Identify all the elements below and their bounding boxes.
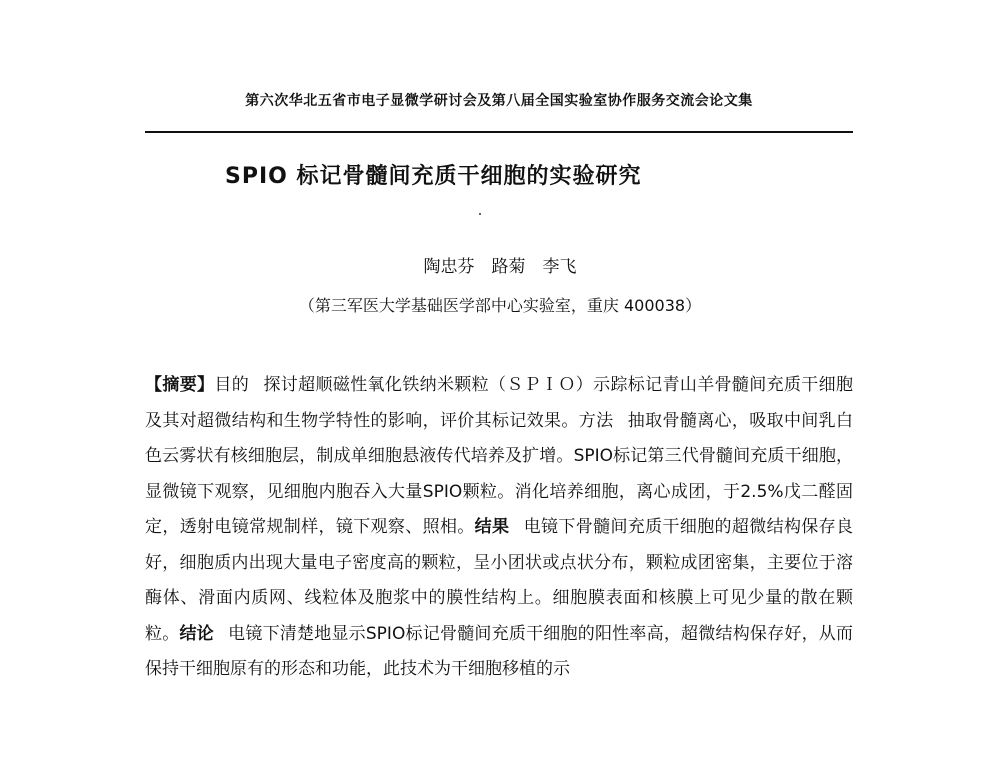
abstract-label: 【摘要】 [145,375,215,395]
header-rule [145,131,853,133]
conclusion-label: 结论 [179,623,214,644]
abstract [145,368,853,688]
scan-speck [479,213,481,215]
objective-text: 探讨超顺磁性氧化铁纳米颗粒（ＳＰＩＯ）示踪标记青山羊骨髓间充质干细胞及其对超微结构和生物学特性的影响，评价其标记效果。 [145,375,854,431]
methods-text: 抽取骨髓离心，吸取中间乳白色云雾状有核细胞层，制成单细胞悬液传代培养及扩增。SPIO标记第三代骨髓间充质干细胞，显微镜下观察，见细胞内胞吞入大量SPIO颗粒。消化培养细胞，离心成团，于2.5%戊二醛固定，透射电镜常规制样，镜下观察、照相。 [145,410,854,537]
proceedings-header: 第六次华北五省市电子显微学研讨会及第八届全国实验室协作服务交流会论文集 [245,93,753,109]
paper-title: SPIO 标记骨髓间充质干细胞的实验研究 [225,164,642,189]
conclusion-text: 电镜下清楚地显示SPIO标记骨髓间充质干细胞的阳性率高，超微结构保存好，从而保持干细胞原有的形态和功能，此技术为干细胞移植的示 [145,623,854,679]
affiliation: （第三军医大学基础医学部中心实验室，重庆 400038） [298,296,702,315]
results-text: 电镜下骨髓间充质干细胞的超微结构保存良好，细胞质内出现大量电子密度高的颗粒，呈小团状或点状分布，颗粒成团密集，主要位于溶酶体、滑面内质网、线粒体及胞浆中的膜性结构上。细胞膜表面和核膜上可见少量的散在颗粒。 [145,517,854,644]
methods-label: 方法 [578,410,614,431]
authors: 陶忠芬 路菊 李飞 [423,257,577,277]
results-label: 结果 [474,517,510,537]
objective-label: 目的 [214,375,250,395]
